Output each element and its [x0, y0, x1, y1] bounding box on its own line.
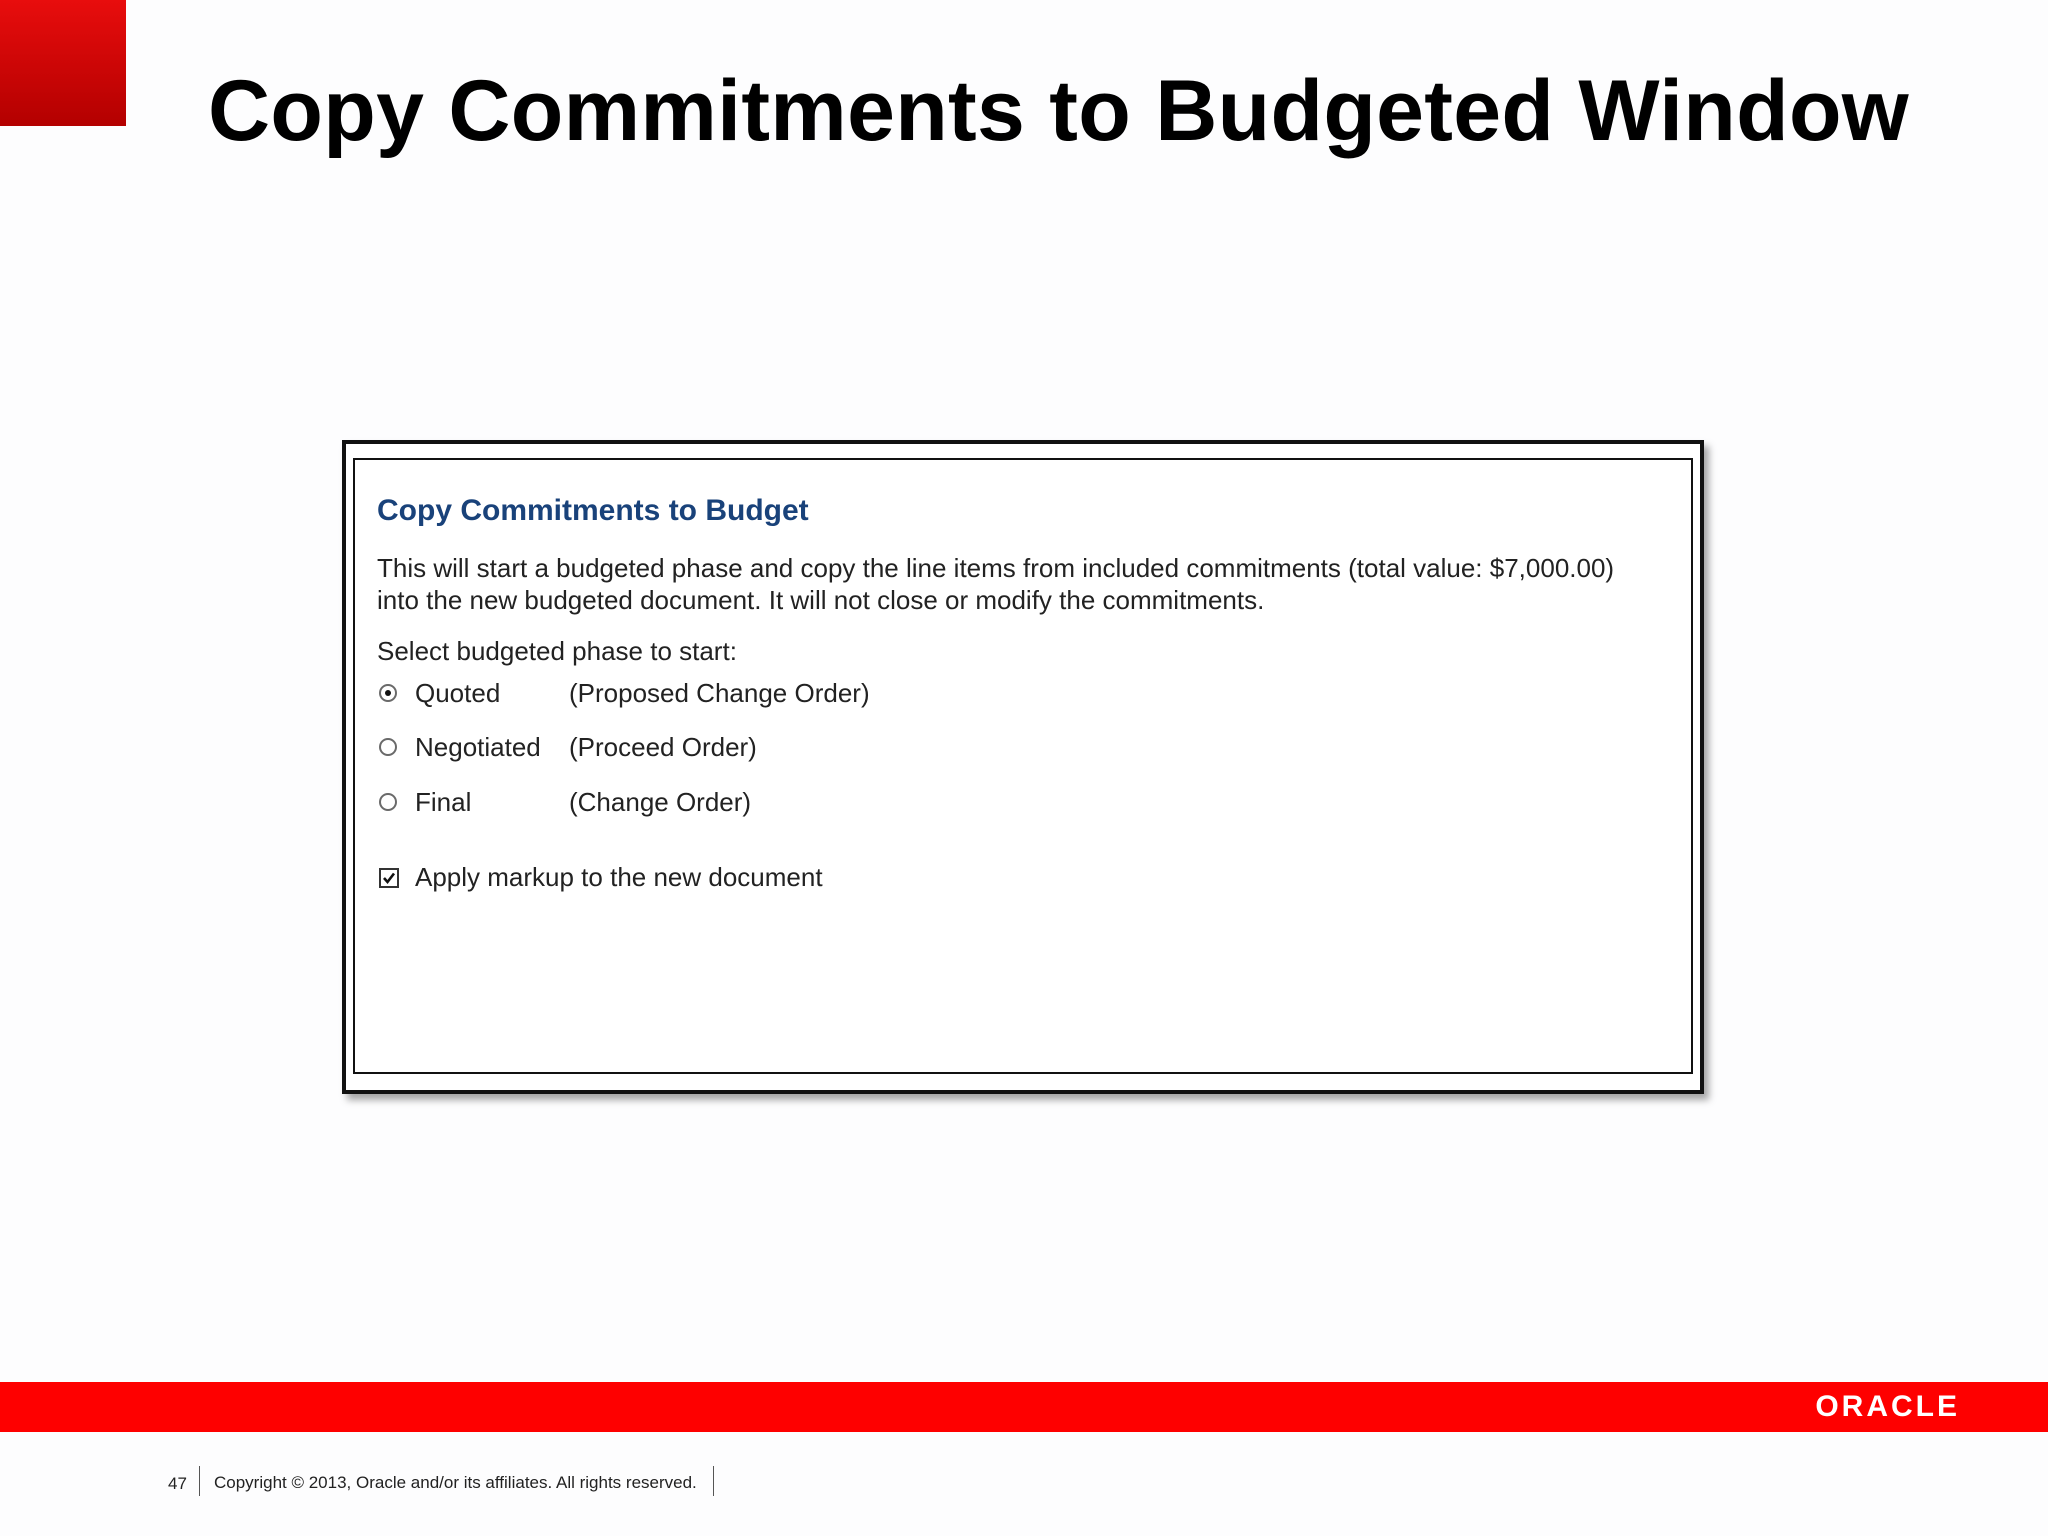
slide-title: Copy Commitments to Budgeted Window — [208, 63, 1909, 159]
radio-option-label[interactable]: Negotiated — [415, 732, 541, 762]
radio-option-label[interactable]: Quoted — [415, 678, 501, 708]
checkmark-icon — [382, 871, 396, 885]
copyright-text: Copyright © 2013, Oracle and/or its affiliates. All rights reserved. — [214, 1473, 697, 1492]
page-number: 47 — [168, 1474, 187, 1493]
footer-divider — [713, 1466, 714, 1496]
copy-commitments-dialog — [353, 458, 1693, 1074]
radio-option-description: (Proposed Change Order) — [569, 678, 870, 708]
radio-option-label[interactable]: Final — [415, 787, 472, 817]
dialog-title: Copy Commitments to Budget — [377, 494, 809, 527]
radio-option-description: (Proceed Order) — [569, 732, 757, 762]
dialog-screenshot-frame — [342, 440, 1704, 1094]
footer-brand-band — [0, 1382, 2048, 1432]
radio-button-checked-icon[interactable] — [379, 684, 397, 702]
phase-prompt: Select budgeted phase to start: — [377, 636, 737, 666]
slide-footer — [0, 1462, 2048, 1502]
description-line: into the new budgeted document. It will not close or modify the commitments. — [377, 585, 1265, 615]
footer-divider — [199, 1466, 200, 1496]
radio-button-icon[interactable] — [379, 738, 397, 756]
red-corner-accent — [0, 0, 126, 126]
description-line: This will start a budgeted phase and copy the line items from included commitments (total value: $7,000.00) — [377, 553, 1615, 583]
dialog-description — [377, 552, 1667, 616]
oracle-logo: ORACLE — [1815, 1390, 1960, 1423]
radio-option-description: (Change Order) — [569, 787, 752, 817]
apply-markup-label[interactable]: Apply markup to the new document — [415, 862, 823, 892]
radio-button-icon[interactable] — [379, 793, 397, 811]
checkbox-checked-icon[interactable] — [379, 868, 399, 888]
